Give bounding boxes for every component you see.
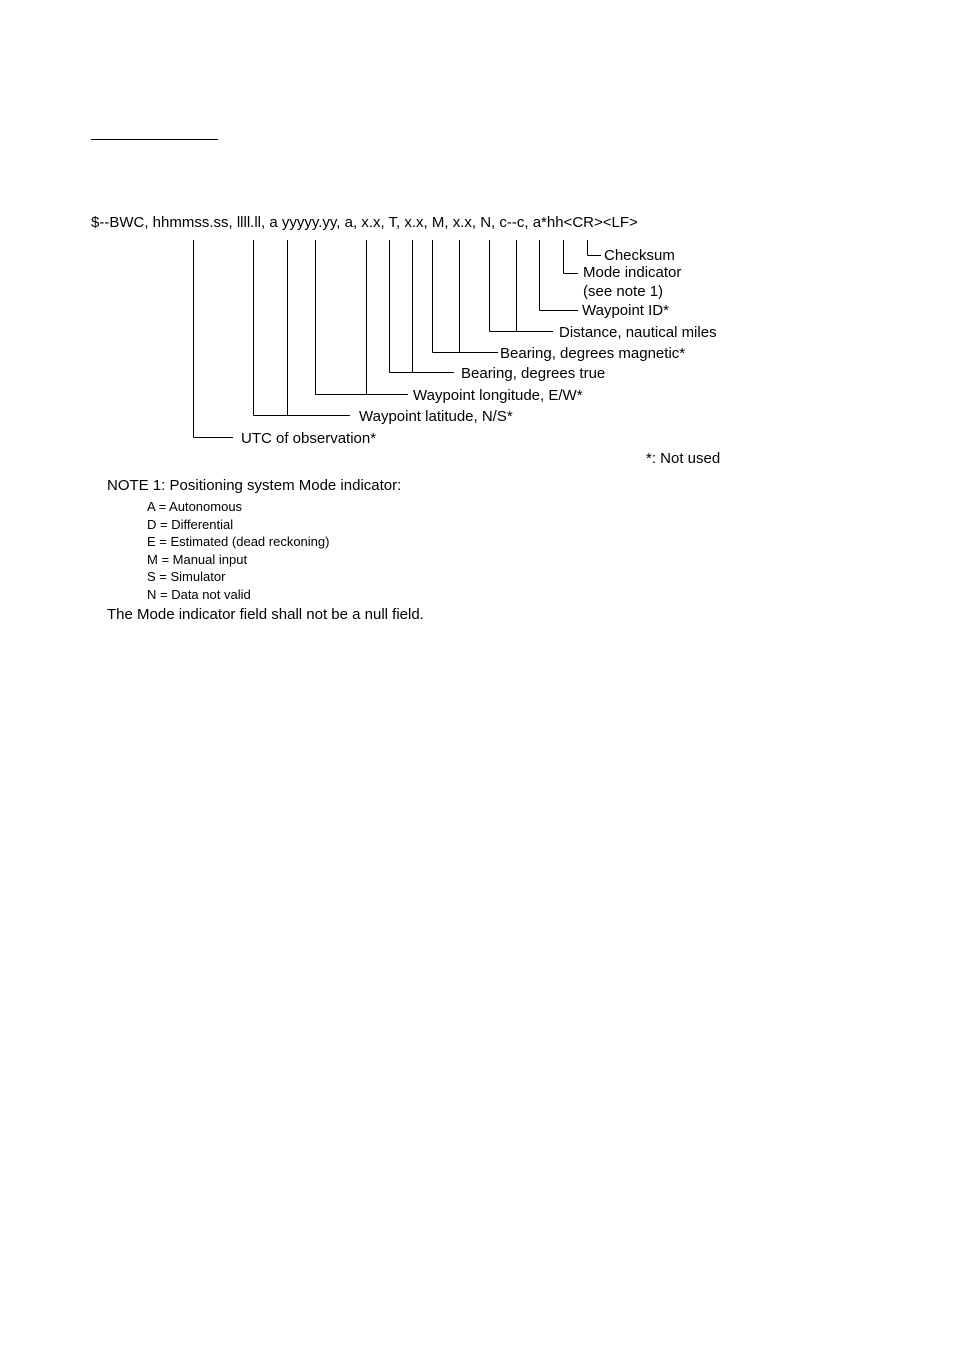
mode-item: S = Simulator	[147, 569, 226, 585]
mode-item: M = Manual input	[147, 551, 248, 567]
label-mode-indicator: Mode indicator	[583, 264, 682, 281]
label-waypoint-longitude: Waypoint longitude, E/W*	[413, 387, 583, 404]
label-waypoint-latitude: Waypoint latitude, N/S*	[359, 408, 513, 425]
label-distance: Distance, nautical miles	[559, 324, 717, 341]
not-used-legend: *: Not used	[646, 450, 721, 467]
sentence-format: $--BWC, hhmmss.ss, llll.ll, a yyyyy.yy, a, x.x, T, x.x, M, x.x, N, c--c, a*hh<CR><LF>	[91, 214, 638, 231]
mode-item: A = Autonomous	[147, 499, 243, 514]
label-checksum: Checksum	[604, 247, 675, 264]
field-diagram	[0, 0, 954, 480]
label-bearing-true: Bearing, degrees true	[461, 365, 606, 382]
mode-list	[147, 498, 329, 604]
label-mode-indicator-note: (see note 1)	[583, 283, 664, 300]
mode-item: E = Estimated (dead reckoning)	[147, 534, 330, 550]
mode-item: D = Differential	[147, 516, 234, 532]
note-footer: The Mode indicator field shall not be a null field.	[107, 606, 424, 623]
label-waypoint-id: Waypoint ID*	[582, 302, 669, 319]
mode-item: N = Data not valid	[147, 586, 251, 602]
label-bearing-magnetic: Bearing, degrees magnetic*	[500, 345, 686, 362]
label-utc: UTC of observation*	[241, 430, 377, 447]
note-heading: NOTE 1: Positioning system Mode indicator:	[107, 477, 402, 494]
